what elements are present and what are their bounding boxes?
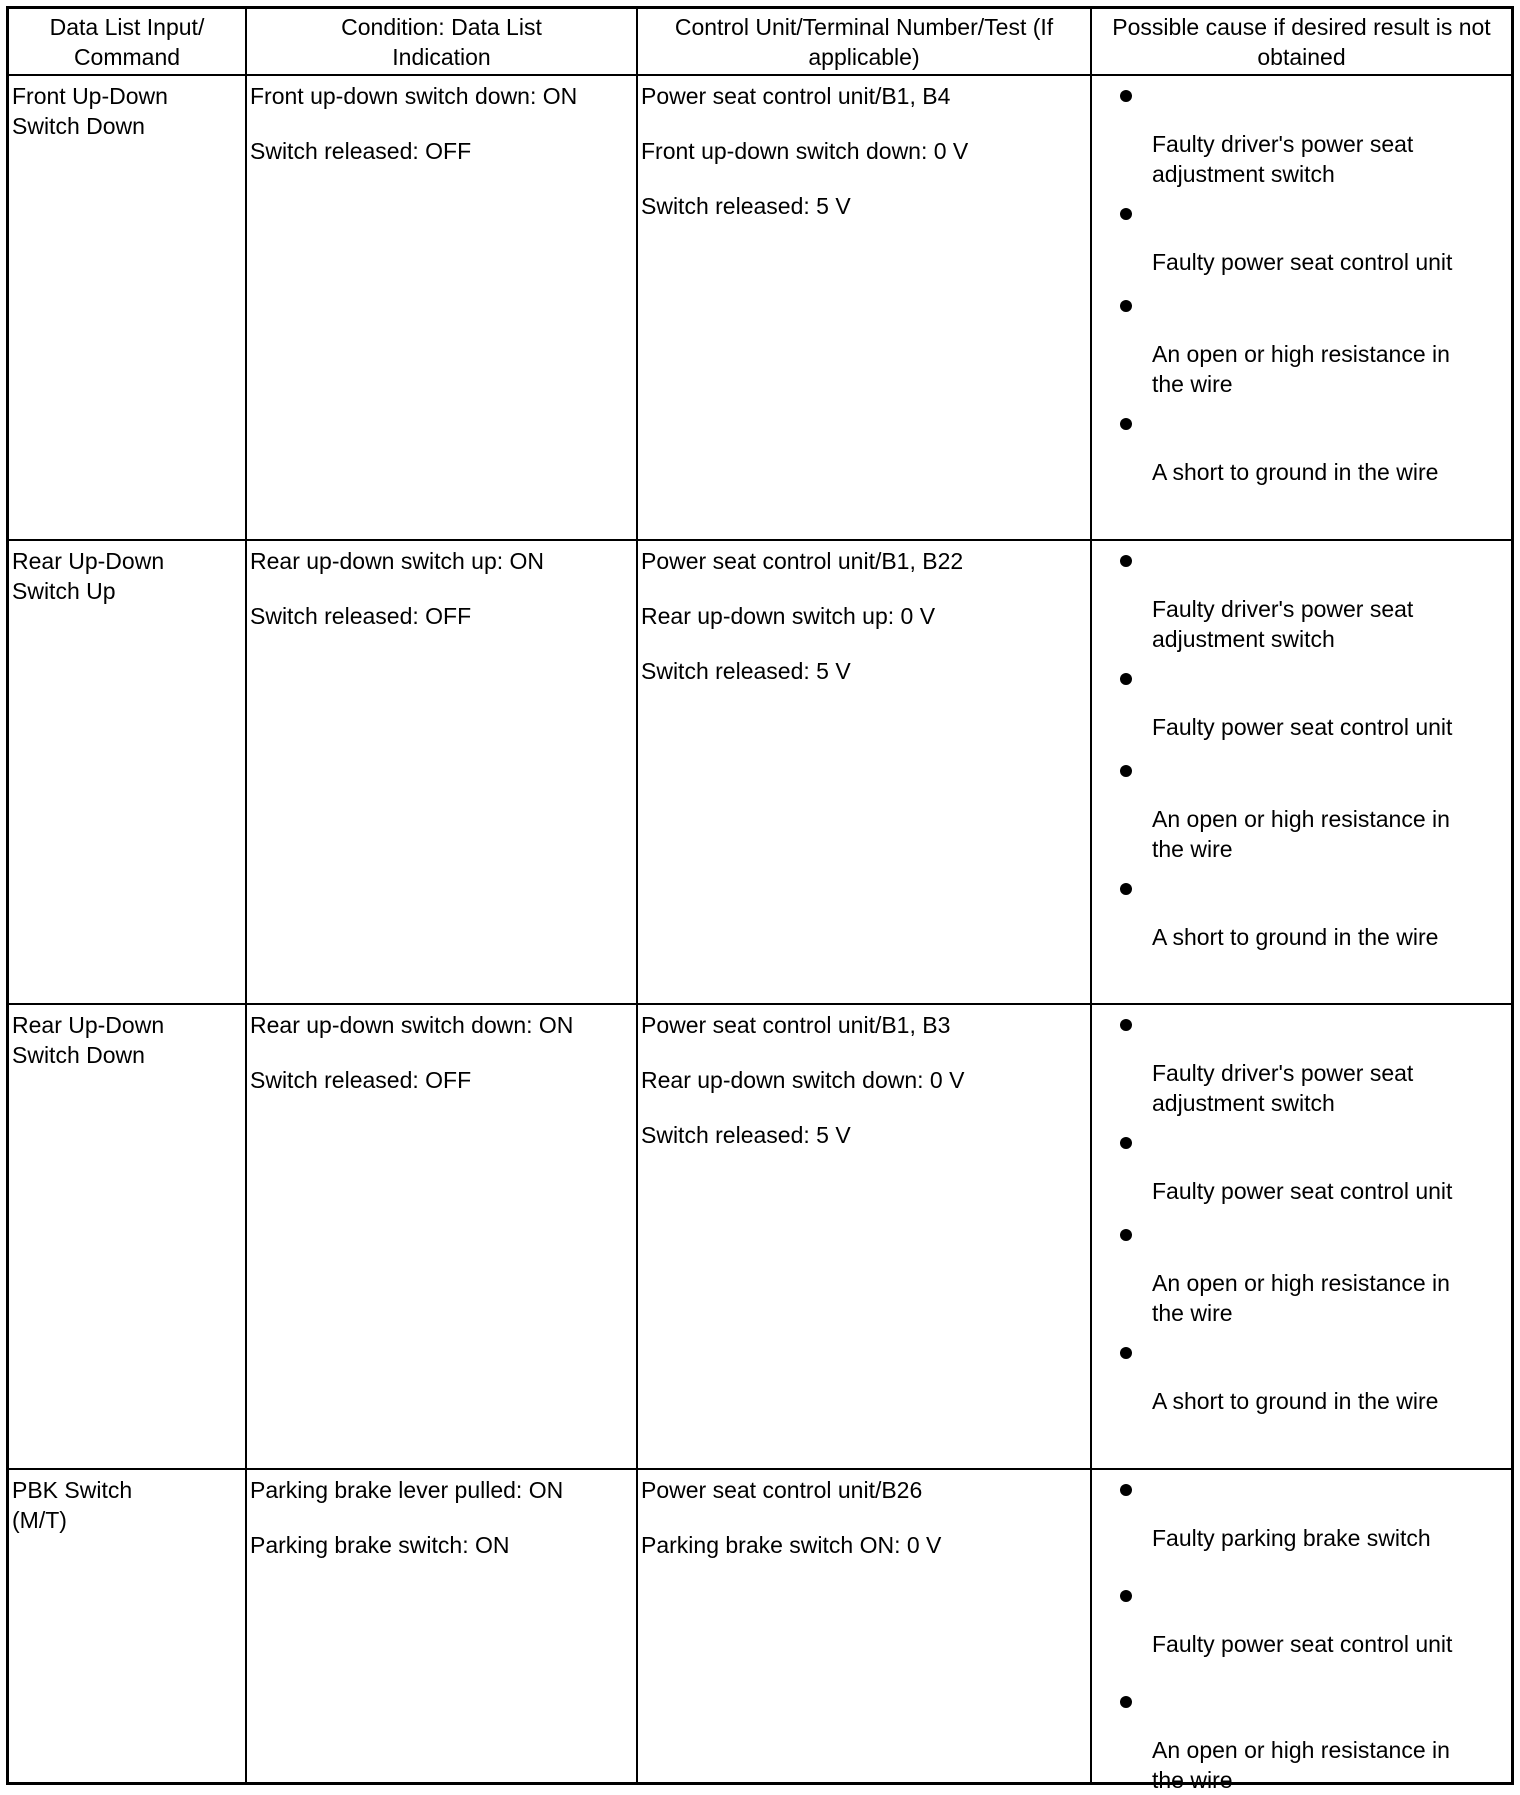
terminal-cell — [638, 81, 1090, 246]
table-row — [9, 546, 1511, 1001]
header-possible-cause — [1092, 9, 1511, 74]
cause-text: Faulty power seat control unit — [1152, 714, 1453, 740]
terminal-text: Switch released: 5 V — [641, 1122, 851, 1148]
terminal-text: Rear up-down switch down: 0 V — [641, 1067, 965, 1093]
terminal-text: Power seat control unit/B1, B4 — [641, 83, 951, 109]
cause-text: An open or high resistance in the wire — [1152, 1737, 1450, 1793]
condition-cell — [247, 1475, 636, 1585]
condition-cell — [247, 1010, 636, 1120]
terminal-text: Parking brake switch ON: 0 V — [641, 1532, 942, 1558]
bullet-icon — [1120, 1347, 1132, 1359]
cause-text: Faulty power seat control unit — [1152, 1631, 1453, 1657]
data-list-input-cell — [9, 81, 245, 141]
header-data-list-input — [9, 9, 245, 74]
input-name: Rear Up-Down Switch Up — [12, 548, 165, 604]
cause-text: Faulty driver's power seat adjustment switch — [1152, 596, 1414, 652]
terminal-text: Rear up-down switch up: 0 V — [641, 603, 936, 629]
bullet-icon — [1120, 1484, 1132, 1496]
table-row — [9, 1475, 1511, 1793]
condition-text: Front up-down switch down: ON — [250, 83, 578, 109]
bullet-icon — [1120, 883, 1132, 895]
condition-text: Switch released: OFF — [250, 1067, 472, 1093]
cause-text: Faulty driver's power seat adjustment switch — [1152, 131, 1414, 187]
data-list-input-cell — [9, 546, 245, 606]
cause-text: An open or high resistance in the wire — [1152, 341, 1450, 397]
cause-text: Faulty parking brake switch — [1152, 1525, 1431, 1551]
cause-text: Faulty power seat control unit — [1152, 249, 1453, 275]
input-name: PBK Switch (M/T) — [12, 1477, 133, 1533]
terminal-text: Switch released: 5 V — [641, 658, 851, 684]
row-divider — [9, 74, 1511, 76]
row-divider — [9, 539, 1511, 541]
condition-text: Parking brake lever pulled: ON — [250, 1477, 564, 1503]
bullet-icon — [1120, 208, 1132, 220]
header-text: Data List Input/ Command — [49, 14, 205, 70]
bullet-icon — [1120, 418, 1132, 430]
condition-text: Switch released: OFF — [250, 138, 472, 164]
bullet-icon — [1120, 1229, 1132, 1241]
input-name: Front Up-Down Switch Down — [12, 83, 168, 139]
bullet-icon — [1120, 555, 1132, 567]
row-divider — [9, 1468, 1511, 1470]
table-row — [9, 1010, 1511, 1466]
bullet-icon — [1120, 90, 1132, 102]
cause-text: An open or high resistance in the wire — [1152, 1270, 1450, 1326]
bullet-icon — [1120, 300, 1132, 312]
header-condition — [247, 9, 636, 74]
terminal-text: Switch released: 5 V — [641, 193, 851, 219]
terminal-text: Front up-down switch down: 0 V — [641, 138, 969, 164]
terminal-text: Power seat control unit/B26 — [641, 1477, 923, 1503]
table-row — [9, 81, 1511, 537]
cause-text: A short to ground in the wire — [1152, 1388, 1439, 1414]
cause-text: An open or high resistance in the wire — [1152, 806, 1450, 862]
header-text: Possible cause if desired result is not obtained — [1112, 14, 1491, 70]
terminal-text: Power seat control unit/B1, B22 — [641, 548, 964, 574]
cause-text: Faulty driver's power seat adjustment switch — [1152, 1060, 1414, 1116]
condition-cell — [247, 546, 636, 656]
diagnostic-table — [6, 6, 1514, 1793]
header-text: Condition: Data List Indication — [341, 14, 542, 70]
cause-text: Faulty power seat control unit — [1152, 1178, 1453, 1204]
condition-text: Rear up-down switch down: ON — [250, 1012, 574, 1038]
condition-cell — [247, 81, 636, 191]
terminal-text: Power seat control unit/B1, B3 — [641, 1012, 951, 1038]
terminal-cell — [638, 546, 1090, 711]
condition-text: Switch released: OFF — [250, 603, 472, 629]
header-control-unit-terminal — [638, 9, 1090, 74]
cause-text: A short to ground in the wire — [1152, 924, 1439, 950]
condition-text: Parking brake switch: ON — [250, 1532, 510, 1558]
data-list-input-cell — [9, 1475, 245, 1535]
input-name: Rear Up-Down Switch Down — [12, 1012, 165, 1068]
data-list-input-cell — [9, 1010, 245, 1070]
cause-text: A short to ground in the wire — [1152, 459, 1439, 485]
bullet-icon — [1120, 1019, 1132, 1031]
bullet-icon — [1120, 1137, 1132, 1149]
terminal-cell — [638, 1475, 1090, 1585]
row-divider — [9, 1003, 1511, 1005]
condition-text: Rear up-down switch up: ON — [250, 548, 545, 574]
header-text: Control Unit/Terminal Number/Test (If applicable) — [674, 14, 1054, 70]
bullet-icon — [1120, 765, 1132, 777]
bullet-icon — [1120, 673, 1132, 685]
bullet-icon — [1120, 1590, 1132, 1602]
terminal-cell — [638, 1010, 1090, 1175]
bullet-icon — [1120, 1696, 1132, 1708]
